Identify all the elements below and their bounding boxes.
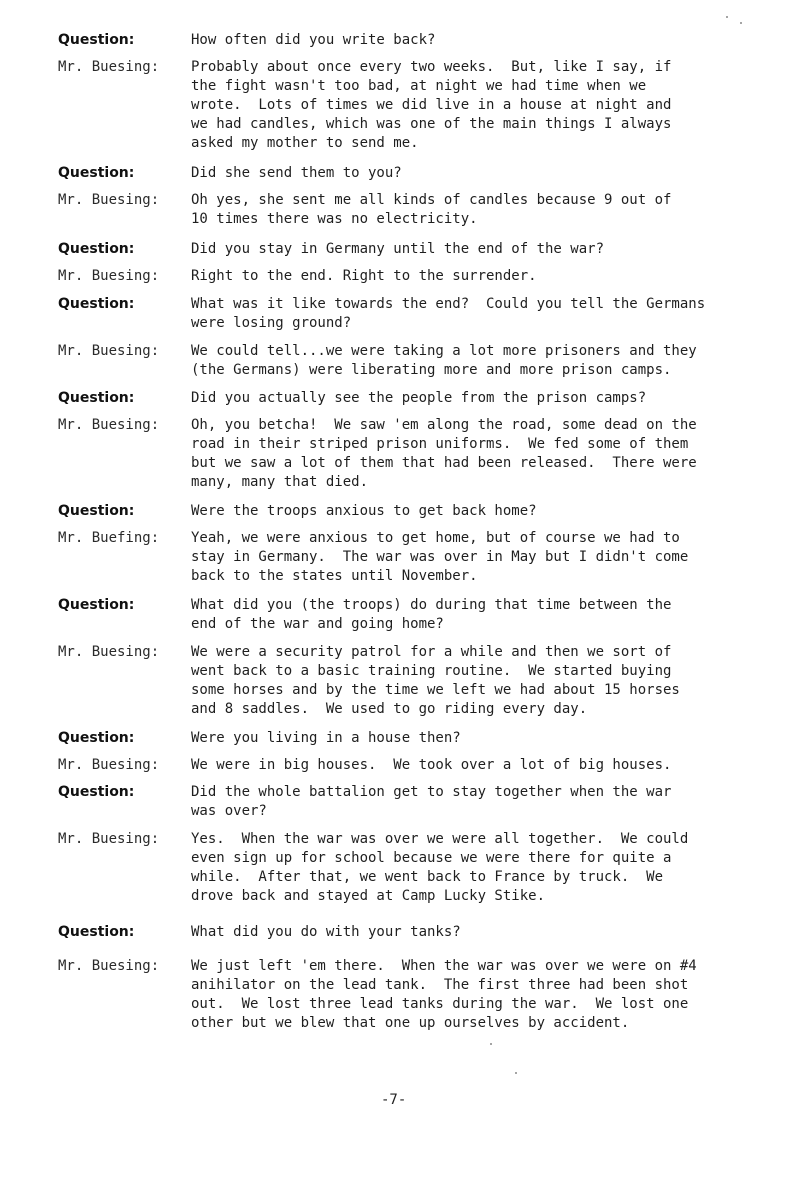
dialogue-text-line: Were you living in a house then? (191, 730, 461, 746)
dialogue-text-line: end of the war and going home? (191, 616, 444, 632)
dialogue-text-line: was over? (191, 803, 267, 819)
speaker-label: Mr. Buesing: (58, 343, 160, 359)
speaker-label: Question: (58, 296, 135, 312)
dialogue-text-line: We were in big houses. We took over a lot of big houses. (191, 757, 672, 773)
page-number: -7- (381, 1092, 407, 1108)
dialogue-text-line: Did you actually see the people from the prison camps? (191, 390, 647, 406)
dialogue-text-line: Did the whole battalion get to stay together when the war (191, 784, 672, 800)
dialogue-text-line: wrote. Lots of times we did live in a house at night and (191, 97, 672, 113)
dialogue-text-line: We were a security patrol for a while and then we sort of (191, 644, 672, 660)
dialogue-text-line: back to the states until November. (191, 568, 478, 584)
speaker-label: Mr. Buesing: (58, 192, 160, 208)
dialogue-text-line: Oh yes, she sent me all kinds of candles because 9 out of (191, 192, 672, 208)
dialogue-text-line: and 8 saddles. We used to go riding every day. (191, 701, 588, 717)
speaker-label: Mr. Buesing: (58, 958, 160, 974)
speaker-label: Mr. Buesing: (58, 831, 160, 847)
dialogue-text-line: We could tell...we were taking a lot more prisoners and they (191, 343, 697, 359)
dialogue-text-line: stay in Germany. The war was over in May but I didn't come (191, 549, 689, 565)
dialogue-text-line: we had candles, which was one of the main things I always (191, 116, 672, 132)
scan-speck (740, 22, 742, 24)
speaker-label: Question: (58, 390, 135, 406)
dialogue-text-line: drove back and stayed at Camp Lucky Stike. (191, 888, 546, 904)
dialogue-text-line: road in their striped prison uniforms. We fed some of them (191, 436, 689, 452)
speaker-label: Mr. Buefing: (58, 530, 160, 546)
speaker-label: Question: (58, 784, 135, 800)
scan-speck (726, 16, 728, 18)
speaker-label: Question: (58, 597, 135, 613)
speaker-label: Question: (58, 32, 135, 48)
speaker-label: Question: (58, 241, 135, 257)
dialogue-text-line: Yes. When the war was over we were all together. We could (191, 831, 689, 847)
dialogue-text-line: asked my mother to send me. (191, 135, 419, 151)
dialogue-text-line: Were the troops anxious to get back home? (191, 503, 537, 519)
dialogue-text-line: but we saw a lot of them that had been released. There were (191, 455, 697, 471)
dialogue-text-line: Right to the end. Right to the surrender. (191, 268, 537, 284)
speaker-label: Question: (58, 503, 135, 519)
speaker-label: Mr. Buesing: (58, 644, 160, 660)
dialogue-text-line: Did you stay in Germany until the end of the war? (191, 241, 605, 257)
dialogue-text-line: (the Germans) were liberating more and more prison camps. (191, 362, 672, 378)
dialogue-text-line: Did she send them to you? (191, 165, 402, 181)
dialogue-text-line: 10 times there was no electricity. (191, 211, 478, 227)
dialogue-text-line: Probably about once every two weeks. But, like I say, if (191, 59, 672, 75)
speaker-label: Question: (58, 165, 135, 181)
dialogue-text-line: even sign up for school because we were there for quite a (191, 850, 672, 866)
dialogue-text-line: many, many that died. (191, 474, 369, 490)
dialogue-text-line: What did you (the troops) do during that time between the (191, 597, 672, 613)
dialogue-text-line: were losing ground? (191, 315, 352, 331)
dialogue-text-line: other but we blew that one up ourselves by accident. (191, 1015, 630, 1031)
speaker-label: Mr. Buesing: (58, 757, 160, 773)
dialogue-text-line: while. After that, we went back to France by truck. We (191, 869, 664, 885)
speaker-label: Mr. Buesing: (58, 268, 160, 284)
speaker-label: Mr. Buesing: (58, 417, 160, 433)
dialogue-text-line: Oh, you betcha! We saw 'em along the road, some dead on the (191, 417, 697, 433)
dialogue-text-line: How often did you write back? (191, 32, 436, 48)
scan-speck (515, 1072, 517, 1074)
speaker-label: Question: (58, 730, 135, 746)
dialogue-text-line: the fight wasn't too bad, at night we had time when we (191, 78, 647, 94)
scan-speck (490, 1043, 492, 1045)
dialogue-text-line: We just left 'em there. When the war was over we were on #4 (191, 958, 697, 974)
speaker-label: Question: (58, 924, 135, 940)
speaker-label: Mr. Buesing: (58, 59, 160, 75)
dialogue-text-line: went back to a basic training routine. We started buying (191, 663, 672, 679)
dialogue-text-line: some horses and by the time we left we had about 15 horses (191, 682, 680, 698)
dialogue-text-line: out. We lost three lead tanks during the war. We lost one (191, 996, 689, 1012)
dialogue-text-line: What was it like towards the end? Could you tell the Germans (191, 296, 706, 312)
dialogue-text-line: Yeah, we were anxious to get home, but of course we had to (191, 530, 680, 546)
dialogue-text-line: What did you do with your tanks? (191, 924, 461, 940)
dialogue-text-line: anihilator on the lead tank. The first three had been shot (191, 977, 689, 993)
